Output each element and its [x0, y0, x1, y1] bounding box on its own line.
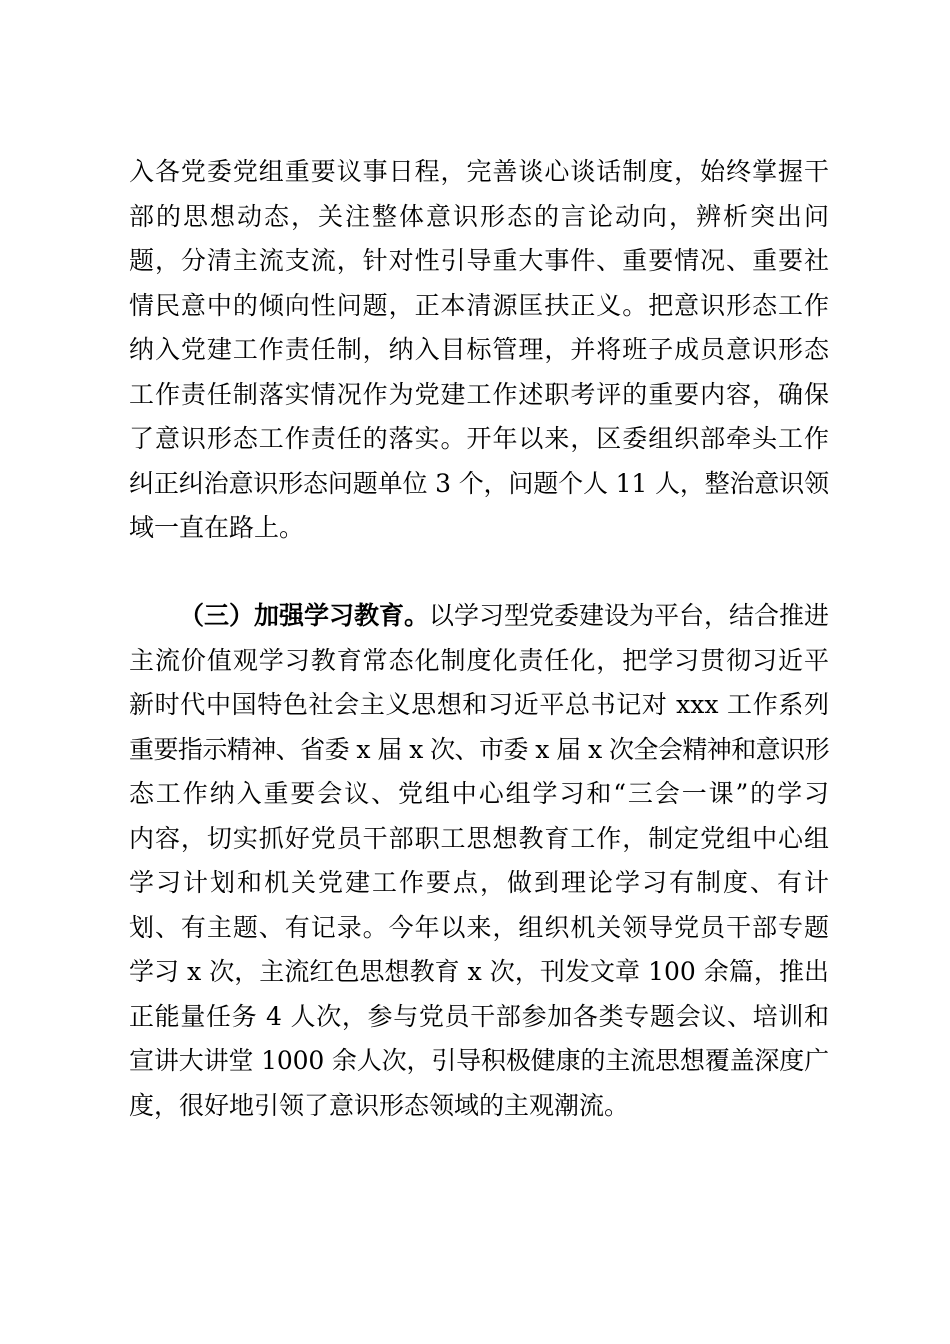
paragraph-1-line: 域一直在路上。	[129, 513, 305, 542]
paragraph-2-line: 态工作纳入重要会议、党组中心组学习和“三会一课”的学习	[129, 779, 829, 808]
paragraph-2-first-line-text: 以学习型党委建设为平台，结合推进	[429, 601, 829, 630]
paragraph-1-line: 入各党委党组重要议事日程，完善谈心谈话制度，始终掌握干	[129, 157, 829, 186]
paragraph-2-first-line	[129, 594, 829, 639]
paragraph-1-line: 纳入党建工作责任制，纳入目标管理，并将班子成员意识形态	[129, 335, 829, 364]
paragraph-2-line: 度，很好地引领了意识形态领域的主观潮流。	[129, 1090, 630, 1120]
paragraph-1-line: 纠正纠治意识形态问题单位 3 个，问题个人 11 人，整治意识领	[129, 468, 829, 498]
paragraph-2-line: 划、有主题、有记录。今年以来，组织机关领导党员干部专题	[129, 912, 829, 942]
paragraph-2-line: 宣讲大讲堂 1000 余人次，引导积极健康的主流思想覆盖深度广	[129, 1046, 829, 1075]
paragraph-2	[129, 594, 829, 1128]
paragraph-1	[129, 150, 829, 551]
paragraph-2-line: 学习 x 次，主流红色思想教育 x 次，刊发文章 100 余篇，推出	[129, 957, 829, 986]
paragraph-2-line: 学习计划和机关党建工作要点，做到理论学习有制度、有计	[129, 868, 829, 897]
paragraph-1-line: 题，分清主流支流，针对性引导重大事件、重要情况、重要社	[129, 246, 829, 275]
paragraph-2-line: 正能量任务 4 人次，参与党员干部参加各类专题会议、培训和	[129, 1001, 829, 1031]
paragraph-2-line: 新时代中国特色社会主义思想和习近平总书记对 xxx 工作系列	[129, 690, 829, 719]
paragraph-1-line: 了意识形态工作责任的落实。开年以来，区委组织部牵头工作	[129, 424, 829, 453]
paragraph-2-line: 内容，切实抓好党员干部职工思想教育工作，制定党组中心组	[129, 823, 829, 853]
paragraph-1-line: 工作责任制落实情况作为党建工作述职考评的重要内容，确保	[129, 379, 829, 409]
paragraph-2-line: 重要指示精神、省委 x 届 x 次、市委 x 届 x 次全会精神和意识形	[129, 734, 829, 764]
paragraph-1-line: 情民意中的倾向性问题，正本清源匡扶正义。把意识形态工作	[129, 290, 829, 320]
paragraph-2-line: 主流价值观学习教育常态化制度化责任化，把学习贯彻习近平	[129, 645, 829, 675]
paragraph-1-line: 部的思想动态，关注整体意识形态的言论动向，辨析突出问	[129, 201, 829, 231]
section-heading: （三）加强学习教育。	[179, 601, 430, 630]
